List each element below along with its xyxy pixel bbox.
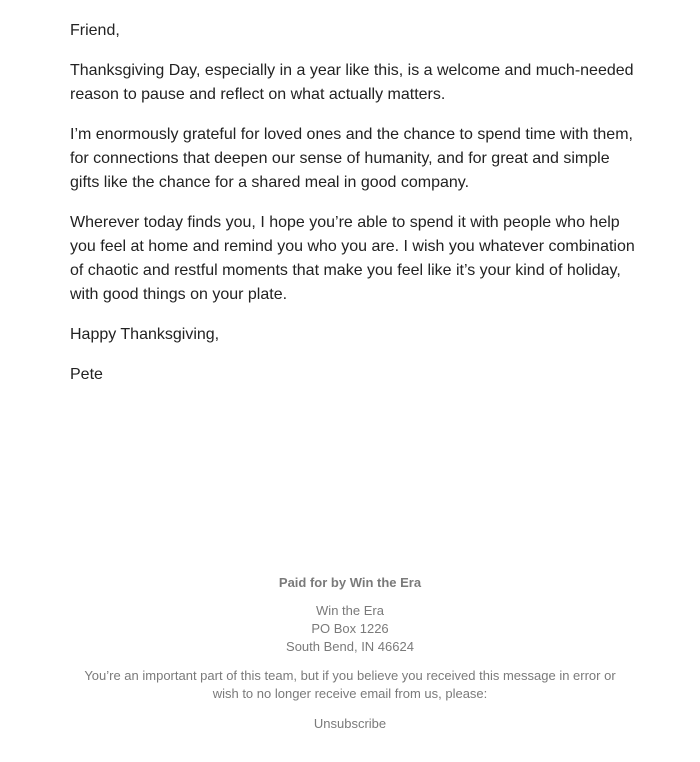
unsubscribe-link[interactable]: Unsubscribe <box>313 716 387 731</box>
signature: Pete <box>70 366 103 383</box>
email-body <box>70 19 642 403</box>
paragraph-1: Thanksgiving Day, especially in a year like this, is a welcome and much-needed reason to pause and reflect on what actually matters. <box>70 62 634 103</box>
address-org: Win the Era <box>316 603 384 618</box>
address-line-2: South Bend, IN 46624 <box>286 639 414 654</box>
unsubscribe-notice: You’re an important part of this team, but if you believe you received this message in error or wish to no longer receive email from us, please: <box>84 668 616 701</box>
address-line-1: PO Box 1226 <box>311 621 389 636</box>
paragraph-2: I’m enormously grateful for loved ones and the chance to spend time with them, for connections that deepen our sense of humanity, and for great and simple gifts like the chance for a shared meal in good company. <box>70 126 633 191</box>
closing: Happy Thanksgiving, <box>70 326 220 343</box>
email-footer <box>0 574 700 733</box>
paragraph-3: Wherever today finds you, I hope you’re able to spend it with people who help you feel at home and remind you who you are. I wish you whatever combination of chaotic and restful moments that make you feel like it’s your kind of holiday, with good things on your plate. <box>70 214 635 303</box>
mailing-address <box>0 602 700 656</box>
greeting: Friend, <box>70 22 120 39</box>
paid-for-disclaimer: Paid for by Win the Era <box>278 575 422 590</box>
